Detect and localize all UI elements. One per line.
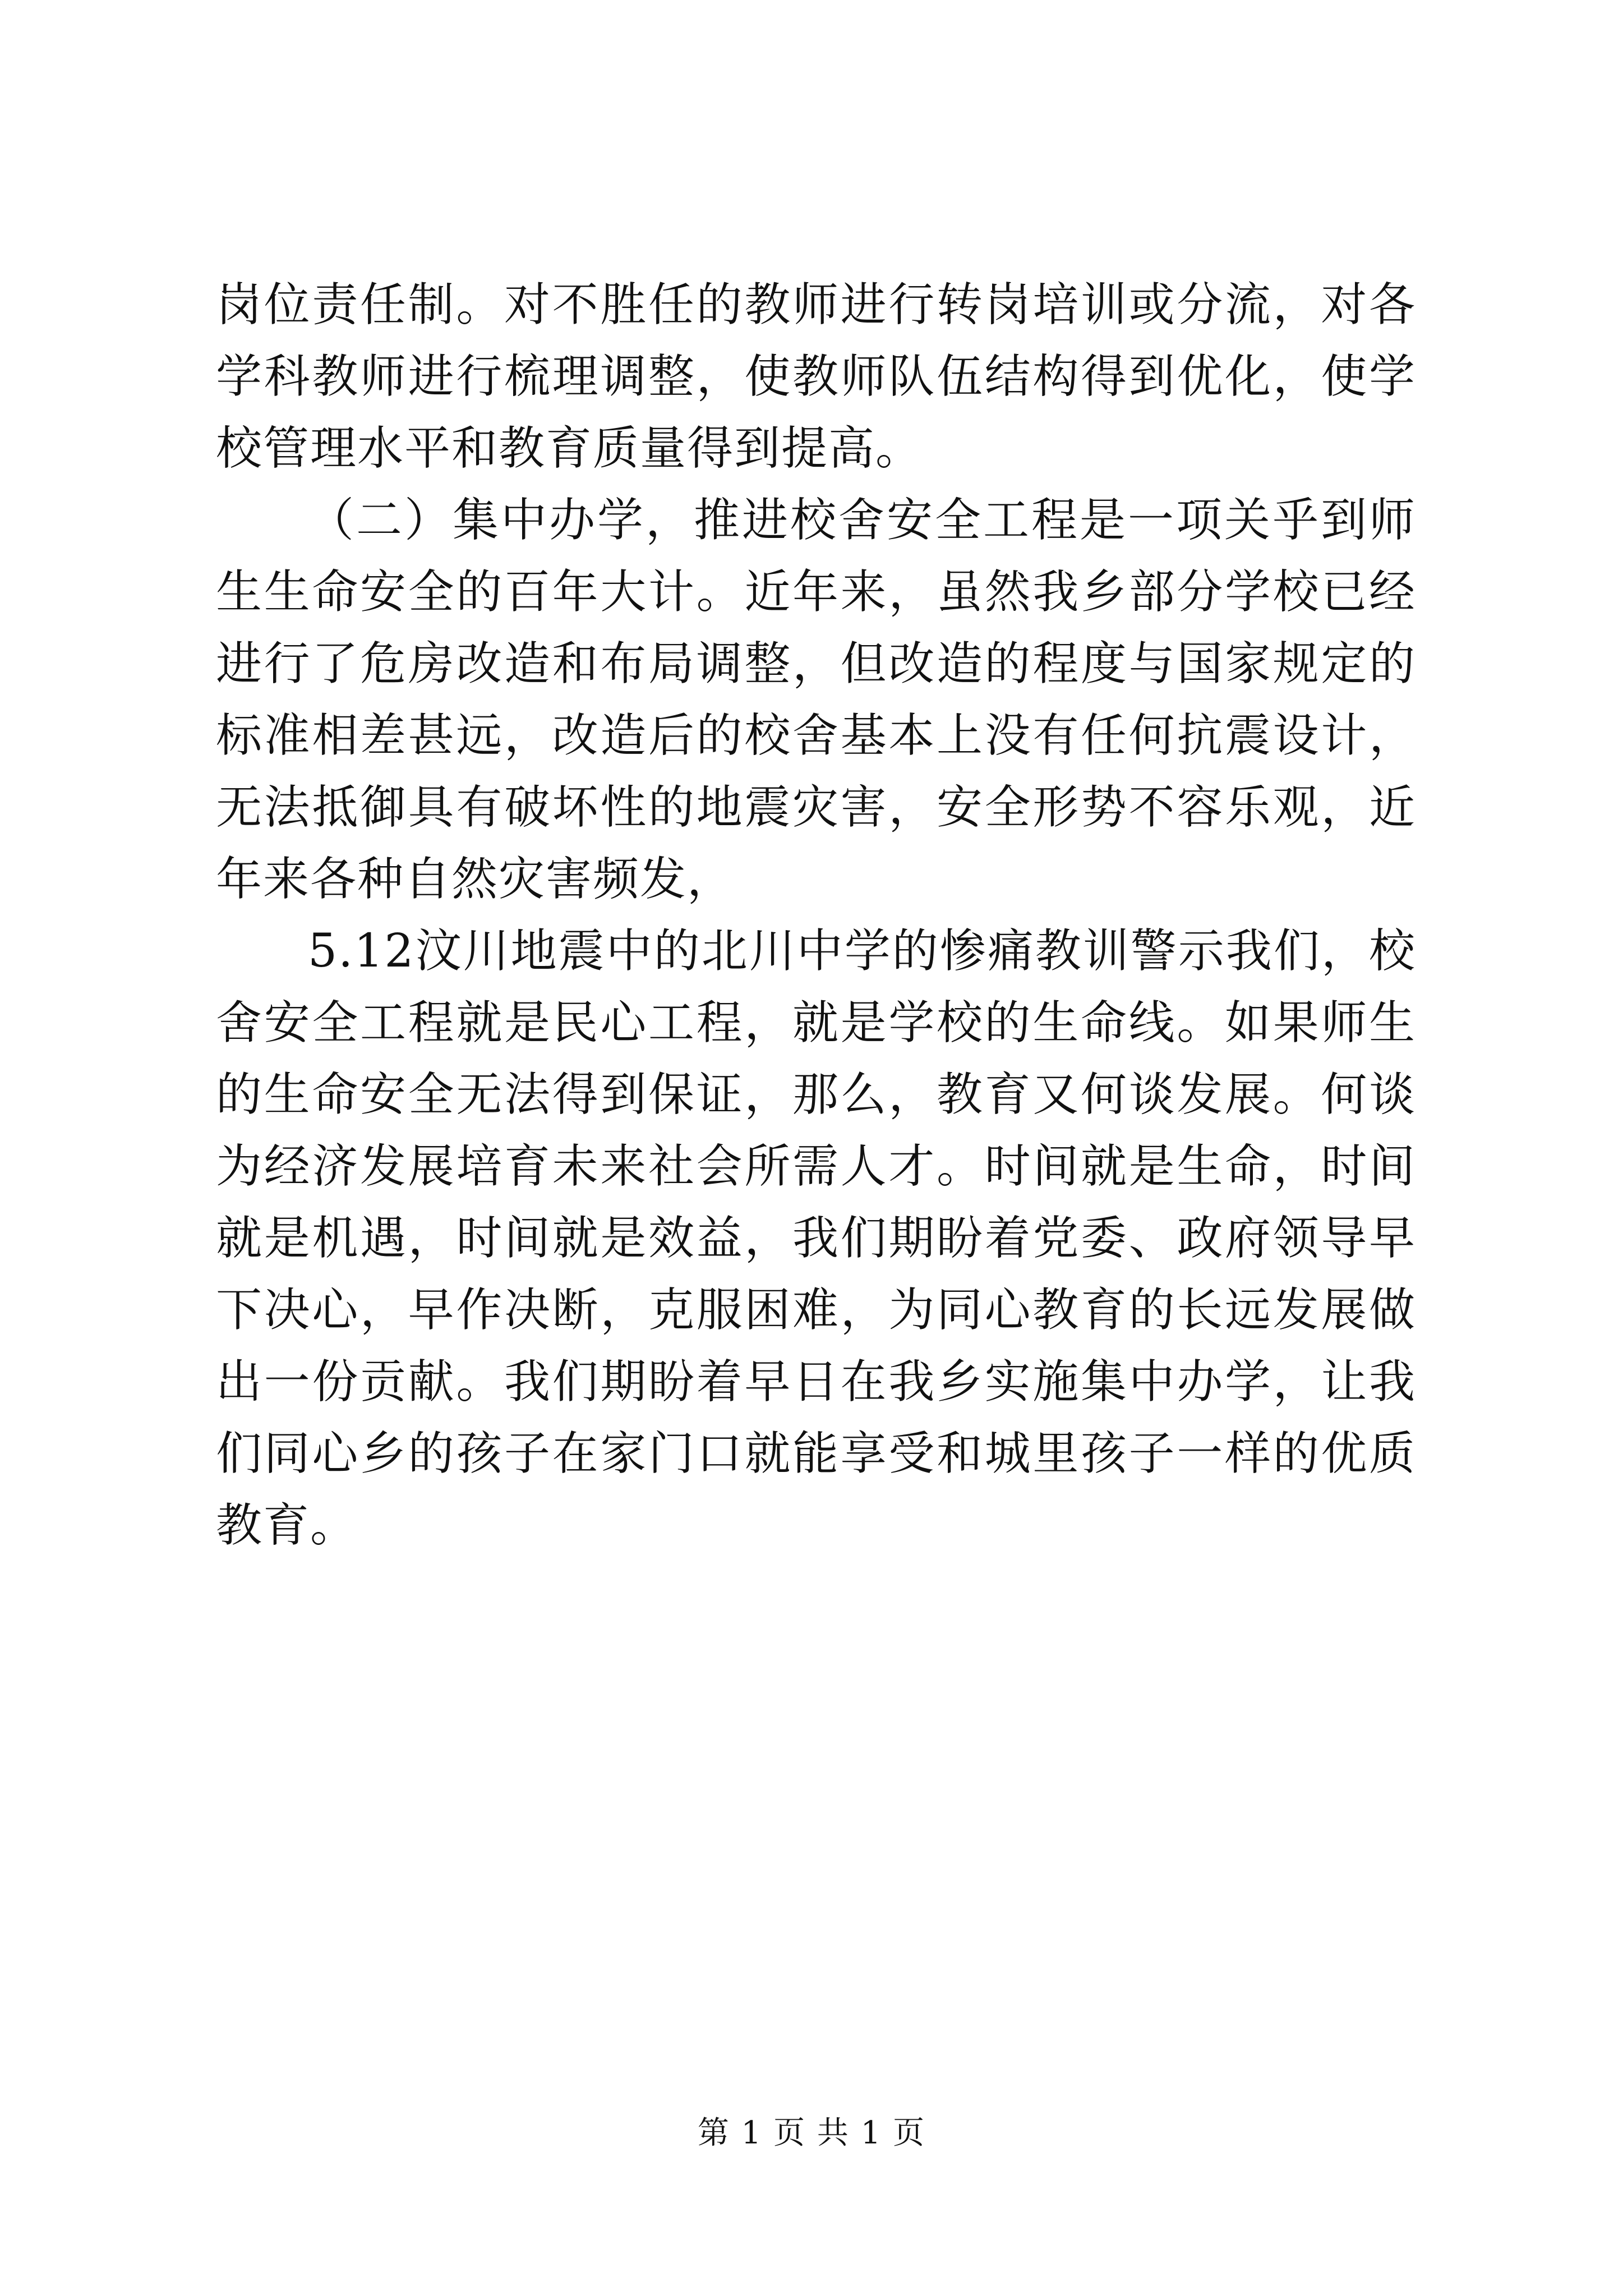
paragraph-3: 5.12汶川地震中的北川中学的惨痛教训警示我们，校舍安全工程就是民心工程，就是学校的生命线。如果师生的生命安全无法得到保证，那么，教育又何谈发展。何谈为经济发展培育未来社会所需人才。时间就是生命，时间就是机遇，时间就是效益，我们期盼着党委、政府领导早下决心，早作决断，克服困难，为同心教育的长远发展做出一份贡献。我们期盼着早日在我乡实施集中办学，让我们同心乡的孩子在家门口就能享受和城里孩子一样的优质教育。	[216, 924, 1416, 1552]
paragraph-1: 岗位责任制。对不胜任的教师进行转岗培训或分流，对各学科教师进行梳理调整，使教师队伍结构得到优化，使学校管理水平和教育质量得到提高。	[216, 278, 1416, 475]
paragraph-2: （二）集中办学，推进校舍安全工程是一项关乎到师生生命安全的百年大计。近年来，虽然我乡部分学校已经进行了危房改造和布局调整，但改造的程度与国家规定的标准相差甚远，改造后的校舍基本上没有任何抗震设计，无法抵御具有破坏性的地震灾害，安全形势不容乐观，近年来各种自然灾害频发，	[216, 494, 1416, 906]
page-number-footer: 第 1 页 共 1 页	[697, 2115, 926, 2151]
document-body	[216, 269, 1416, 1562]
